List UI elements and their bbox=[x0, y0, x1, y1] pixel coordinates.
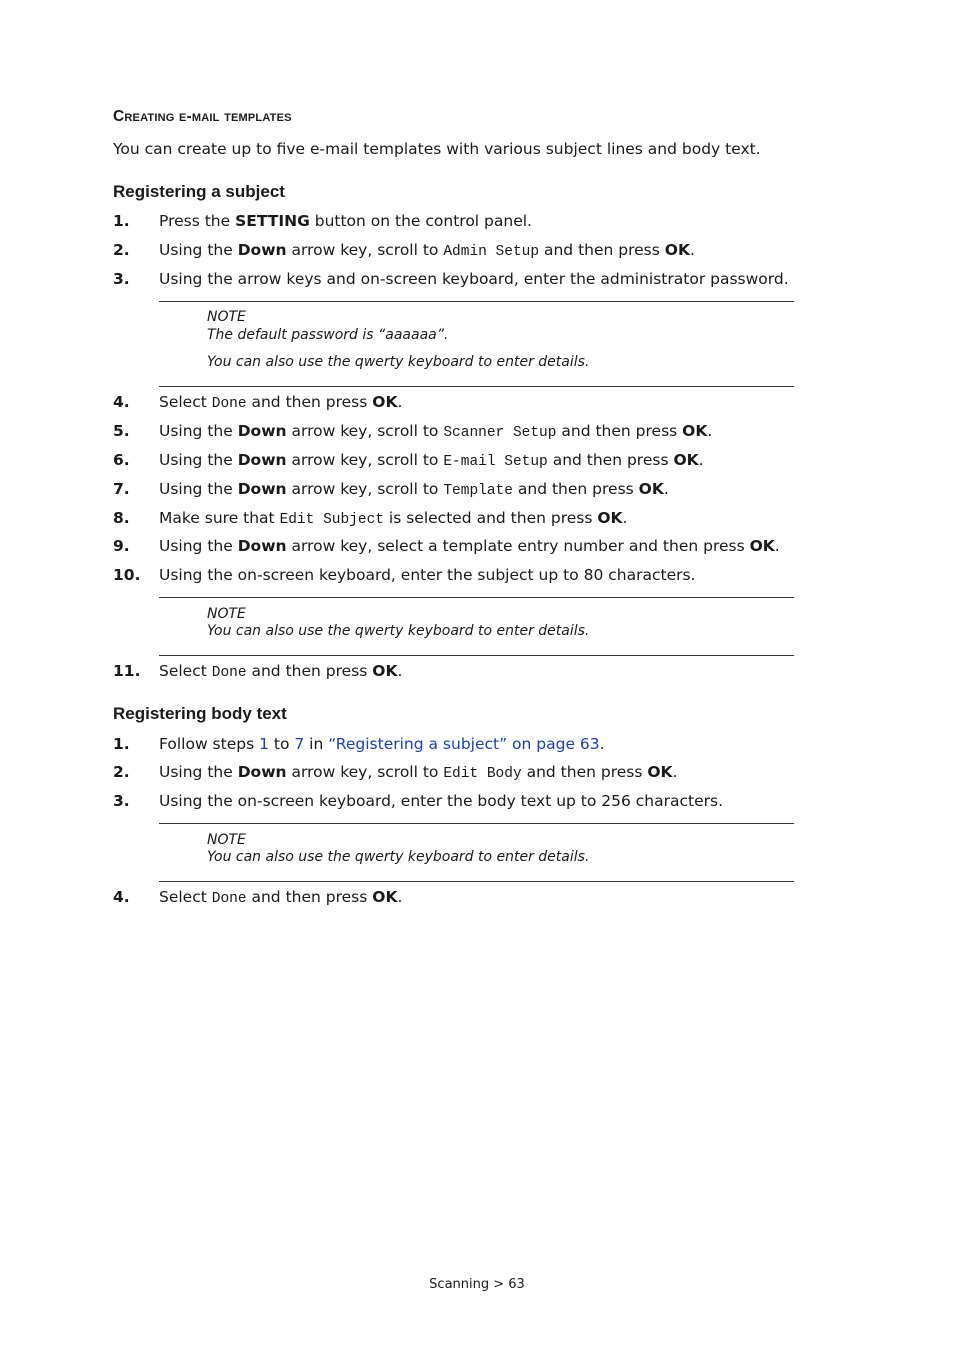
step-text: Using the Down arrow key, scroll to Scanner Setup and then press OK. bbox=[159, 422, 713, 441]
step-text: Using the Down arrow key, scroll to Admin Setup and then press OK. bbox=[159, 241, 695, 260]
link-registering-subject[interactable]: “Registering a subject” on page 63 bbox=[328, 735, 600, 753]
step-item bbox=[113, 270, 833, 292]
step-item bbox=[113, 241, 833, 263]
menu-code: Edit Subject bbox=[279, 512, 384, 528]
step-item bbox=[113, 537, 833, 559]
step-text: Follow steps 1 to 7 in “Registering a subject” on page 63. bbox=[159, 735, 605, 753]
menu-code: Scanner Setup bbox=[443, 425, 557, 441]
step-number: 10. bbox=[113, 566, 141, 584]
step-item bbox=[113, 509, 833, 531]
step-item bbox=[113, 451, 833, 473]
step-number: 7. bbox=[113, 480, 130, 498]
note-label: NOTE bbox=[207, 606, 246, 622]
step-number: 9. bbox=[113, 537, 130, 555]
subheading-registering-body: Registering body text bbox=[113, 704, 287, 723]
menu-code: Done bbox=[211, 396, 247, 412]
step-number: 2. bbox=[113, 241, 130, 259]
note-text: You can also use the qwerty keyboard to enter details. bbox=[207, 849, 590, 865]
step-text: Select Done and then press OK. bbox=[159, 888, 403, 907]
step-item bbox=[113, 735, 833, 757]
step-text: Using the arrow keys and on-screen keyboard, enter the administrator password. bbox=[159, 270, 789, 288]
step-number: 11. bbox=[113, 662, 141, 680]
step-number: 4. bbox=[113, 393, 130, 411]
step-item bbox=[113, 763, 833, 785]
section-title: Creating e-mail templates bbox=[113, 108, 292, 125]
note-label: NOTE bbox=[207, 832, 246, 848]
step-text: Using the Down arrow key, scroll to E-mail Setup and then press OK. bbox=[159, 451, 704, 470]
note-bottom-rule bbox=[159, 655, 794, 656]
step-number: 3. bbox=[113, 792, 130, 810]
menu-code: E-mail Setup bbox=[443, 454, 548, 470]
step-text: Using the Down arrow key, scroll to Template and then press OK. bbox=[159, 480, 669, 499]
menu-code: Template bbox=[443, 483, 513, 499]
step-item bbox=[113, 480, 833, 502]
step-item bbox=[113, 888, 833, 910]
note-text: The default password is “aaaaaa”. bbox=[207, 327, 449, 343]
menu-code: Edit Body bbox=[443, 766, 522, 782]
note-bottom-rule bbox=[159, 386, 794, 387]
step-item bbox=[113, 792, 833, 814]
step-item bbox=[113, 422, 833, 444]
step-item bbox=[113, 662, 833, 684]
step-number: 6. bbox=[113, 451, 130, 469]
step-item bbox=[113, 212, 833, 234]
link-step-7[interactable]: 7 bbox=[294, 735, 305, 753]
step-text: Select Done and then press OK. bbox=[159, 662, 403, 681]
step-number: 1. bbox=[113, 212, 130, 230]
menu-code: Done bbox=[211, 891, 247, 907]
step-number: 3. bbox=[113, 270, 130, 288]
step-number: 2. bbox=[113, 763, 130, 781]
note-label: NOTE bbox=[207, 309, 246, 325]
intro-text: You can create up to five e-mail templates with various subject lines and body text. bbox=[113, 140, 761, 158]
subheading-registering-subject: Registering a subject bbox=[113, 182, 285, 201]
note-text: You can also use the qwerty keyboard to enter details. bbox=[207, 354, 590, 370]
step-text: Using the on-screen keyboard, enter the subject up to 80 characters. bbox=[159, 566, 696, 584]
step-text: Using the on-screen keyboard, enter the body text up to 256 characters. bbox=[159, 792, 724, 810]
note-bottom-rule bbox=[159, 881, 794, 882]
step-number: 1. bbox=[113, 735, 130, 753]
step-number: 8. bbox=[113, 509, 130, 527]
step-text: Using the Down arrow key, select a template entry number and then press OK. bbox=[159, 537, 780, 555]
step-item bbox=[113, 566, 833, 588]
menu-code: Done bbox=[211, 665, 247, 681]
step-number: 4. bbox=[113, 888, 130, 906]
step-text: Press the SETTING button on the control panel. bbox=[159, 212, 532, 230]
note-top-rule bbox=[159, 301, 794, 302]
step-text: Using the Down arrow key, scroll to Edit Body and then press OK. bbox=[159, 763, 678, 782]
menu-code: Admin Setup bbox=[443, 244, 540, 260]
step-item bbox=[113, 393, 833, 415]
page-footer: Scanning > 63 bbox=[429, 1277, 525, 1292]
link-step-1[interactable]: 1 bbox=[259, 735, 269, 753]
step-number: 5. bbox=[113, 422, 130, 440]
note-text: You can also use the qwerty keyboard to enter details. bbox=[207, 623, 590, 639]
step-text: Select Done and then press OK. bbox=[159, 393, 403, 412]
note-top-rule bbox=[159, 823, 794, 824]
note-top-rule bbox=[159, 597, 794, 598]
step-text: Make sure that Edit Subject is selected and then press OK. bbox=[159, 509, 628, 528]
